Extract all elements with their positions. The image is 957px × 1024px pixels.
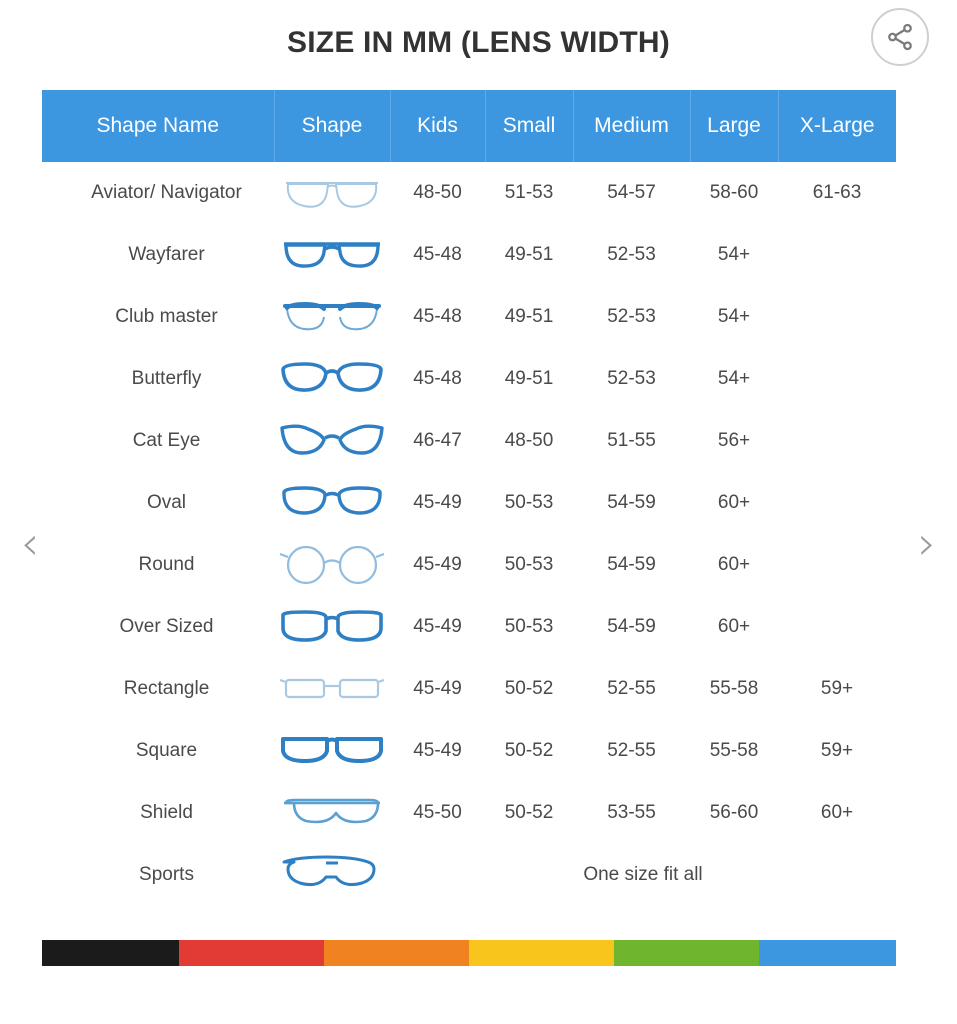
shape-cell: [274, 534, 390, 596]
cell-medium: 54-59: [573, 534, 690, 596]
strip-segment-4: [469, 940, 614, 966]
shape-cell: [274, 720, 390, 782]
header-large: Large: [690, 90, 778, 162]
glasses-glyph: [278, 727, 386, 775]
cell-kids: 45-50: [390, 782, 485, 844]
glasses-glyph: [278, 417, 386, 465]
cell-large: 55-58: [690, 658, 778, 720]
table-row: [42, 224, 896, 286]
color-strip: [42, 940, 896, 966]
cell-large: 60+: [690, 534, 778, 596]
row-name: Wayfarer: [42, 224, 274, 286]
shape-cell: [274, 224, 390, 286]
prev-arrow-icon[interactable]: ‹: [20, 516, 40, 570]
cell-large: 60+: [690, 472, 778, 534]
table-row: [42, 348, 896, 410]
butterfly-icon: [274, 352, 390, 406]
row-name: Butterfly: [42, 348, 274, 410]
cell-small: 49-51: [485, 348, 573, 410]
cell-small: 50-53: [485, 472, 573, 534]
cell-xlarge: [778, 596, 896, 658]
cell-kids: 45-49: [390, 658, 485, 720]
glasses-glyph: [278, 541, 386, 589]
cell-large: 58-60: [690, 162, 778, 224]
glasses-glyph: [278, 851, 386, 899]
oval-icon: [274, 476, 390, 530]
table-row: [42, 472, 896, 534]
strip-segment-2: [179, 940, 324, 966]
cell-small: 50-53: [485, 534, 573, 596]
cell-medium: 52-53: [573, 348, 690, 410]
row-name: Oval: [42, 472, 274, 534]
cell-medium: 52-53: [573, 286, 690, 348]
shape-cell: [274, 410, 390, 472]
row-name: Cat Eye: [42, 410, 274, 472]
row-name: Club master: [42, 286, 274, 348]
cell-medium: 53-55: [573, 782, 690, 844]
row-name: Over Sized: [42, 596, 274, 658]
cell-xlarge: [778, 286, 896, 348]
row-name: Round: [42, 534, 274, 596]
cell-large: 56-60: [690, 782, 778, 844]
one-size-note: One size fit all: [390, 844, 896, 906]
sports-icon: [274, 848, 390, 902]
table-row: [42, 720, 896, 782]
wayfarer-icon: [274, 228, 390, 282]
table-row: [42, 286, 896, 348]
cell-kids: 45-49: [390, 472, 485, 534]
cell-xlarge: 59+: [778, 658, 896, 720]
shape-cell: [274, 844, 390, 906]
glasses-glyph: [278, 479, 386, 527]
size-chart-table-wrap: [42, 90, 896, 906]
cell-medium: 52-55: [573, 720, 690, 782]
square-icon: [274, 724, 390, 778]
row-name: Shield: [42, 782, 274, 844]
header-xlarge: X-Large: [778, 90, 896, 162]
glasses-glyph: [278, 293, 386, 341]
row-name: Aviator/ Navigator: [42, 162, 274, 224]
shape-cell: [274, 472, 390, 534]
cell-small: 49-51: [485, 286, 573, 348]
cell-xlarge: 61-63: [778, 162, 896, 224]
cell-small: 51-53: [485, 162, 573, 224]
cell-xlarge: [778, 348, 896, 410]
row-name: Square: [42, 720, 274, 782]
cell-kids: 45-48: [390, 286, 485, 348]
glasses-glyph: [278, 169, 386, 217]
glasses-glyph: [278, 789, 386, 837]
table-row: [42, 534, 896, 596]
table-header: [42, 90, 896, 162]
strip-segment-1: [42, 940, 179, 966]
header-kids: Kids: [390, 90, 485, 162]
shape-cell: [274, 782, 390, 844]
cell-large: 54+: [690, 224, 778, 286]
cell-medium: 54-57: [573, 162, 690, 224]
cell-medium: 51-55: [573, 410, 690, 472]
strip-segment-3: [324, 940, 469, 966]
shape-cell: [274, 596, 390, 658]
cell-small: 50-53: [485, 596, 573, 658]
cell-medium: 52-55: [573, 658, 690, 720]
cell-small: 49-51: [485, 224, 573, 286]
cell-xlarge: 60+: [778, 782, 896, 844]
table-row: [42, 596, 896, 658]
aviator-icon: [274, 166, 390, 220]
cell-kids: 45-49: [390, 534, 485, 596]
cell-kids: 45-49: [390, 596, 485, 658]
cell-xlarge: [778, 534, 896, 596]
round-icon: [274, 538, 390, 592]
header-medium: Medium: [573, 90, 690, 162]
shape-cell: [274, 162, 390, 224]
header-row: [42, 90, 896, 162]
cell-large: 60+: [690, 596, 778, 658]
cell-xlarge: 59+: [778, 720, 896, 782]
cell-large: 54+: [690, 348, 778, 410]
shape-cell: [274, 286, 390, 348]
glasses-glyph: [278, 603, 386, 651]
cell-kids: 46-47: [390, 410, 485, 472]
table-row: [42, 162, 896, 224]
cell-large: 56+: [690, 410, 778, 472]
table-row: [42, 782, 896, 844]
cell-kids: 45-48: [390, 224, 485, 286]
rectangle-icon: [274, 662, 390, 716]
cell-xlarge: [778, 224, 896, 286]
cell-large: 54+: [690, 286, 778, 348]
bottom-spacer: [0, 972, 957, 1024]
table-row: [42, 410, 896, 472]
strip-segment-5: [614, 940, 759, 966]
next-arrow-icon[interactable]: ›: [917, 516, 937, 570]
cell-medium: 54-59: [573, 596, 690, 658]
row-name: Rectangle: [42, 658, 274, 720]
cell-kids: 48-50: [390, 162, 485, 224]
table-row: [42, 844, 896, 906]
cell-small: 50-52: [485, 782, 573, 844]
glasses-glyph: [278, 665, 386, 713]
header-shape: Shape: [274, 90, 390, 162]
header-small: Small: [485, 90, 573, 162]
glasses-glyph: [278, 355, 386, 403]
table-row: [42, 658, 896, 720]
shape-cell: [274, 348, 390, 410]
oversized-icon: [274, 600, 390, 654]
clubmaster-icon: [274, 290, 390, 344]
cell-small: 50-52: [485, 658, 573, 720]
shape-cell: [274, 658, 390, 720]
cell-medium: 52-53: [573, 224, 690, 286]
cell-medium: 54-59: [573, 472, 690, 534]
size-chart-table: [42, 90, 896, 906]
cateye-icon: [274, 414, 390, 468]
cell-small: 50-52: [485, 720, 573, 782]
cell-kids: 45-49: [390, 720, 485, 782]
cell-xlarge: [778, 472, 896, 534]
cell-kids: 45-48: [390, 348, 485, 410]
cell-xlarge: [778, 410, 896, 472]
shield-icon: [274, 786, 390, 840]
strip-segment-6: [759, 940, 896, 966]
cell-large: 55-58: [690, 720, 778, 782]
glasses-glyph: [278, 231, 386, 279]
cell-small: 48-50: [485, 410, 573, 472]
header-shape-name: Shape Name: [42, 90, 274, 162]
table-body: [42, 162, 896, 906]
row-name: Sports: [42, 844, 274, 906]
page-title: SIZE IN MM (LENS WIDTH): [287, 26, 670, 59]
